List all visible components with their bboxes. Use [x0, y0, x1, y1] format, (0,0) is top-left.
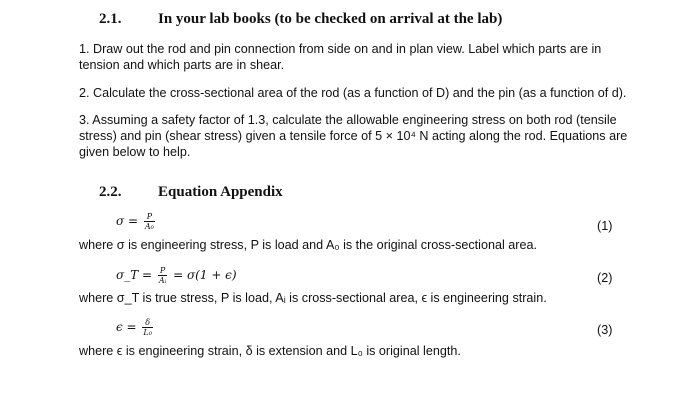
- equation-3: [116, 318, 155, 337]
- section-title-2-2: Equation Appendix: [158, 184, 283, 200]
- equation-2-number: (2): [597, 271, 613, 285]
- question-2: [79, 85, 639, 101]
- question-3-line-3: given below to help.: [79, 145, 191, 159]
- question-2-line-1: 2. Calculate the cross-sectional area of the rod (as a function of D) and the pin (as a function of d).: [79, 86, 627, 100]
- equation-1-lhs: σ =: [116, 214, 139, 228]
- equation-3-denominator: L₀: [143, 328, 152, 337]
- question-1: [79, 41, 639, 73]
- equation-3-number: (3): [597, 323, 613, 337]
- equation-2-numerator: P: [159, 266, 166, 275]
- question-3-line-1: 3. Assuming a safety factor of 1.3, calculate the allowable engineering stress on both rod (tensile: [79, 113, 617, 127]
- section-title-2-1: In your lab books (to be checked on arrival at the lab): [158, 11, 503, 27]
- question-3: [79, 112, 639, 160]
- section-number-2-1: 2.1.: [99, 11, 122, 27]
- equation-1-number: (1): [597, 219, 613, 233]
- equation-1-numerator: P: [144, 212, 155, 222]
- question-3-line-2: stress) and pin (shear stress) given a tensile force of 5 × 10⁴ N acting along the rod. Equations are: [79, 129, 628, 143]
- section-number-2-2: 2.2.: [99, 184, 122, 200]
- equation-2-rhs: = σ(1 + ϵ): [173, 268, 237, 282]
- equation-1-fraction: [144, 212, 155, 231]
- equation-1-description: where σ is engineering stress, P is load and A₀ is the original cross-sectional area.: [79, 238, 537, 252]
- equation-3-lhs: ϵ =: [116, 320, 137, 334]
- equation-2: [116, 266, 237, 285]
- equation-3-numerator: δ: [142, 318, 153, 328]
- equation-3-fraction: [142, 318, 153, 337]
- equation-2-description: where σ_T is true stress, P is load, Aᵢ is cross-sectional area, ϵ is engineering strain.: [79, 291, 547, 305]
- equation-1-denominator: A₀: [144, 222, 154, 231]
- question-1-line-2: tension and which parts are in shear.: [79, 58, 285, 72]
- equation-3-description: where ϵ is engineering strain, δ is extension and L₀ is original length.: [79, 344, 461, 358]
- equation-2-lhs: σ_T =: [116, 268, 153, 282]
- equation-2-denominator: Aᵢ: [158, 276, 167, 285]
- equation-1: [116, 212, 157, 231]
- equation-2-fraction: [158, 266, 167, 285]
- question-1-line-1: 1. Draw out the rod and pin connection from side on and in plan view. Label which parts are in: [79, 42, 602, 56]
